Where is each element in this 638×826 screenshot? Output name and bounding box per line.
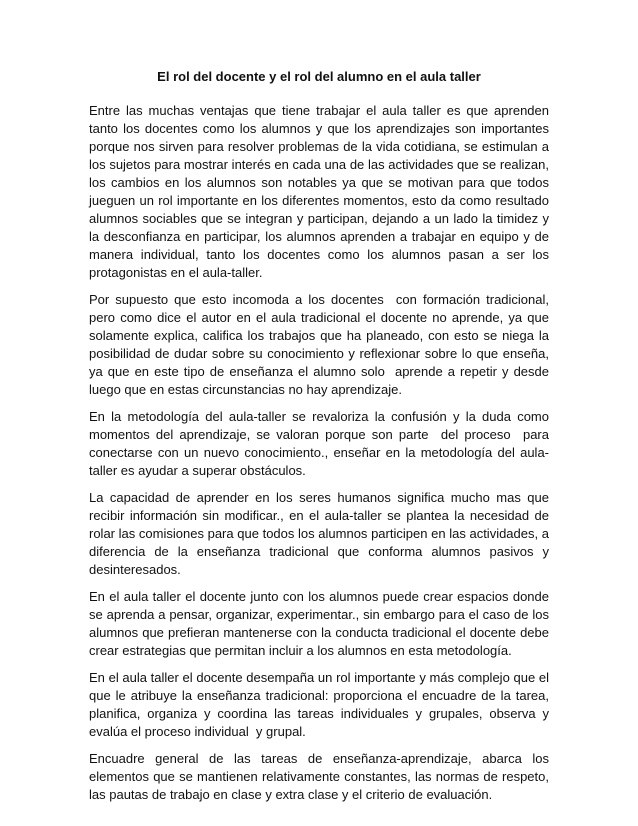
paragraph-2: Por supuesto que esto incomoda a los docentes con formación tradicional, pero como dice el autor en el aula tradicional el docente no aprende, ya que solamente explica, califica los trabajos que ha planeado, con esto se niega la posibilidad de dudar sobre su conocimiento y reflexionar sobre lo que enseña, ya que en este tipo de enseñanza el alumno solo aprende a repetir y desde luego que en estas circunstancias no hay aprendizaje. [89,292,553,397]
paragraph-7: Encuadre general de las tareas de enseñanza-aprendizaje, abarca los elementos que se mantienen relativamente constantes, las normas de respeto, las pautas de trabajo en clase y extra clase y el criterio de evaluación. [89,751,553,802]
document-title: El rol del docente y el rol del alumno en el aula taller [157,69,481,84]
paragraph-3: En la metodología del aula-taller se revaloriza la confusión y la duda como momentos del aprendizaje, se valoran porque son parte del proceso para conectarse con un nuevo conocimiento., enseñar en la metodología del aula-taller es ayudar a superar obstáculos. [89,409,553,478]
document-body [89,68,553,813]
paragraph-1: Entre las muchas ventajas que tiene trabajar el aula taller es que aprenden tanto los docentes como los alumnos y que los aprendizajes son importantes porque nos sirven para resolver problemas de la vida cotidiana, se estimulan a los sujetos para mostrar interés en cada una de las actividades que se realizan, los cambios en los alumnos son notables ya que se motivan para que todos jueguen un rol importante en los diferentes momentos, esto da como resultado alumnos sociables que se integran y participan, dejando a un lado la timidez y la desconfianza en participar, los alumnos aprenden a trabajar en equipo y de manera individual, tanto los docentes como los alumnos pasan a ser los protagonistas en el aula-taller. [89,103,553,280]
paragraph-6: En el aula taller el docente desempaña un rol importante y más complejo que el que le atribuye la enseñanza tradicional: proporciona el encuadre de la tarea, planifica, organiza y coordina las tareas individuales y grupales, observa y evalúa el proceso individual y grupal. [89,670,553,739]
paragraph-4: La capacidad de aprender en los seres humanos significa mucho mas que recibir información sin modificar., en el aula-taller se plantea la necesidad de rolar las comisiones para que todos los alumnos participen en las actividades, a diferencia de la enseñanza tradicional que conforma alumnos pasivos y desinteresados. [89,490,553,577]
paragraph-5: En el aula taller el docente junto con los alumnos puede crear espacios donde se aprenda a pensar, organizar, experimentar., sin embargo para el caso de los alumnos que prefieran mantenerse con la conducta tradicional el docente debe crear estrategias que permitan incluir a los alumnos en esta metodología. [89,589,553,658]
